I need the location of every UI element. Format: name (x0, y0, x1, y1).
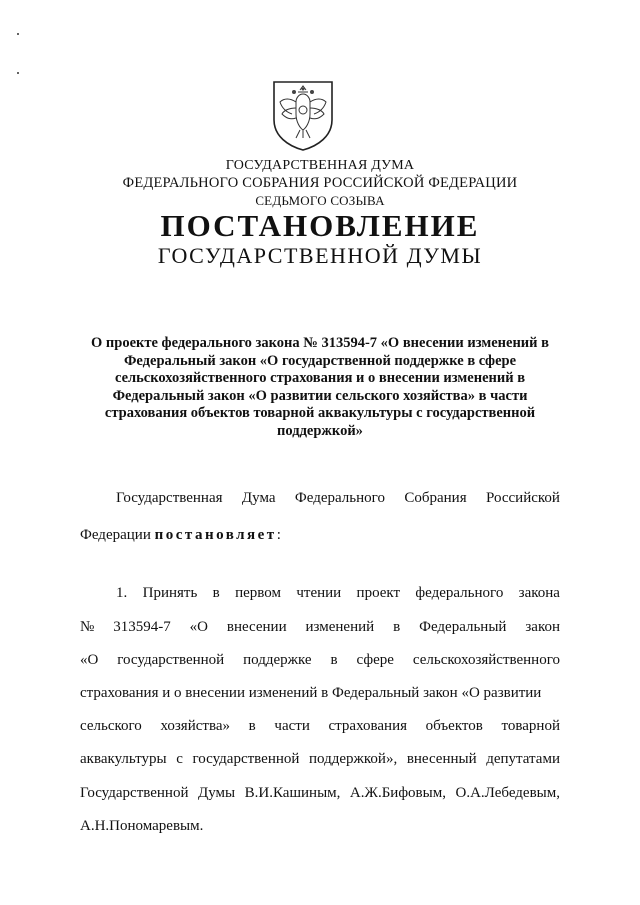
paragraph-line (80, 718, 560, 735)
word: в (212, 585, 220, 601)
header-line-federal-assembly: ФЕДЕРАЛЬНОГО СОБРАНИЯ РОССИЙСКОЙ ФЕДЕРАЦИИ (122, 175, 518, 191)
word: поддержке (243, 652, 312, 668)
word: государственной (117, 652, 225, 668)
word: «О (189, 619, 208, 635)
word: страхования (328, 718, 407, 734)
word: Государственной (80, 785, 189, 801)
word: части (274, 718, 310, 734)
word: первом (235, 585, 281, 601)
document-title: ПОСТАНОВЛЕНИЕ (160, 208, 480, 243)
word: Думы (198, 785, 236, 801)
word: сфере (356, 652, 394, 668)
preamble-line (116, 490, 560, 507)
word: закон (525, 619, 560, 635)
subject-line: сельскохозяйственного страхования и о внесении изменений в (114, 370, 526, 386)
subject-block (80, 335, 560, 440)
word: Государственная (116, 490, 223, 506)
paragraph-line (116, 585, 560, 602)
paragraph-line (80, 785, 560, 802)
word: 313594-7 (113, 619, 171, 635)
word: аквакультуры (80, 751, 167, 767)
word: внесенный (406, 751, 477, 767)
word: закона (518, 585, 560, 601)
word: хозяйства» (160, 718, 230, 734)
subject-line: поддержкой» (277, 422, 363, 439)
word: Российской (486, 490, 560, 506)
preamble-text: Федерации (80, 527, 155, 543)
word: в (393, 619, 401, 635)
subject-line: Федеральный закон «О государственной поддержке в сфере (123, 352, 517, 369)
scan-speck (17, 72, 19, 74)
paragraph-line (80, 619, 560, 636)
word: изменений (305, 619, 375, 635)
word: Дума (241, 490, 276, 506)
scan-speck (17, 33, 19, 35)
header-line-duma: ГОСУДАРСТВЕННАЯ ДУМА (225, 158, 415, 173)
preamble-line (80, 527, 281, 544)
word: проект (356, 585, 401, 601)
resolves-word: постановляет (154, 527, 277, 543)
coat-of-arms-icon (272, 80, 334, 152)
word: депутатами (486, 751, 560, 767)
preamble-colon: : (276, 527, 281, 543)
word: Федеральный (419, 619, 507, 635)
word: поддержкой», (309, 751, 398, 767)
word: чтении (296, 585, 342, 601)
word: Собрания (404, 490, 467, 506)
word: Принять (142, 585, 198, 601)
word: сельского (80, 718, 142, 734)
subject-line: страхования объектов товарной аквакультуры с государственной (104, 405, 536, 421)
word: объектов (425, 718, 483, 734)
paragraph-line (80, 751, 560, 768)
word: с (176, 751, 183, 767)
word: А.Ж.Бифовым, (349, 785, 446, 801)
word: внесении (226, 619, 287, 635)
paragraph-line: страхования и о внесении изменений в Федеральный закон «О развитии (80, 685, 542, 701)
word: в (330, 652, 338, 668)
document-subtitle: ГОСУДАРСТВЕННОЙ ДУМЫ (157, 243, 483, 268)
subject-line: Федеральный закон «О развитии сельского хозяйства» в части (112, 387, 528, 404)
word: товарной (501, 718, 560, 734)
paragraph-line (80, 652, 560, 669)
header-line-convocation: СЕДЬМОГО СОЗЫВА (255, 193, 385, 208)
word: в (248, 718, 256, 734)
word: О.А.Лебедевым, (455, 785, 560, 801)
word: федерального (415, 585, 504, 601)
word: 1. (116, 585, 128, 601)
word: государственной (192, 751, 300, 767)
word: сельскохозяйственного (412, 652, 560, 668)
word: «О (80, 652, 99, 668)
subject-line: О проекте федерального закона № 313594-7 «О внесении изменений в (91, 335, 549, 351)
word: № (80, 619, 95, 635)
word: Федерального (294, 490, 385, 506)
paragraph-line: А.Н.Пономаревым. (80, 818, 204, 834)
word: В.И.Кашиным, (244, 785, 341, 801)
